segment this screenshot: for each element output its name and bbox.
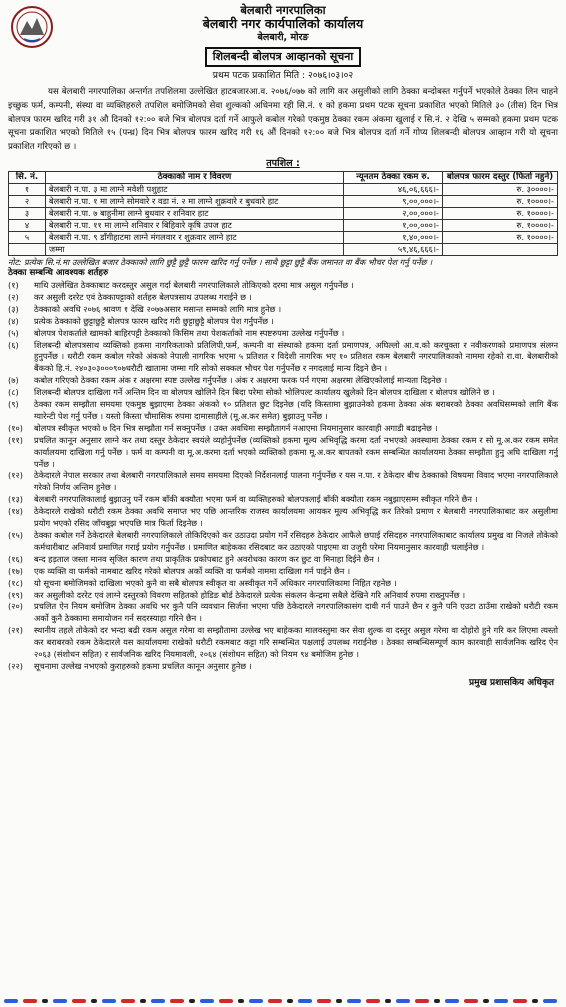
table-row bbox=[9, 183, 558, 195]
ticker-segment bbox=[170, 999, 184, 1003]
ticker-segment bbox=[298, 999, 312, 1003]
row-amount: ४६,०६,६६६।- bbox=[344, 183, 443, 195]
ticker-segment bbox=[23, 999, 37, 1003]
table-row bbox=[9, 219, 558, 231]
condition-text: प्रचलित कानून अनुसार लाग्ने कर तथा दस्तुर ठेकेदार स्वयंले व्यहोर्नुपर्नेछ (व्यक्तिको हकमा मूल्य अभिवृद्धि करमा दर्ता नभएको अवस्थामा ठेक्का रकम र सो मू.अ.कर रकम समेत कार्यालयमा दाखिला गर्नु पर्नेछ । फर्म वा कम्पनी वा मू.अ.करमा दर्ता भएको व्यक्तिको हकमा मू.अ.कर बापतको रकम सम्बन्धित कार्यालयमा ठेक्का सम्झौता हुनु अघि दाखिला गर्नु पर्नेछ । bbox=[34, 434, 558, 469]
condition-item bbox=[8, 435, 558, 471]
condition-item bbox=[8, 590, 558, 602]
row-name: बेलबारी न.पा. ३ मा लाग्ने मवेशी पशुहाट bbox=[46, 183, 344, 195]
conditions-list bbox=[8, 280, 558, 673]
condition-text: बोलपत्र पेशकर्ताले खामको बाहिरपट्टी ठेक्काको किसिम तथा पेशकर्ताको नाम स्पष्टरुपमा उल्लेख गर्नुपर्नेछ । bbox=[34, 327, 345, 338]
condition-item bbox=[8, 661, 558, 673]
row-name: बेलबारी न.पा. ११ मा लाग्ने शनिवार र बिहिवारे कृषि उपज हाट bbox=[46, 219, 344, 231]
office-address: बेलबारी, मोरङ bbox=[257, 32, 309, 43]
note-text: नोट: प्रत्येक सि.नं.मा उल्लेखित बजार ठेक्काको लागि छुट्टै छुट्टै फारम खरिद गर्नु पर्नेछ । साथै छुट्टा छुट्टै बैंक जमानत वा बैंक भौचर पेश गर्नु पर्नेछ । bbox=[8, 256, 433, 267]
table-total-row bbox=[9, 243, 558, 255]
notice-title: शिलबन्दी बोलपत्र आव्हानको सूचना bbox=[205, 47, 361, 67]
condition-item bbox=[8, 280, 558, 292]
total-label: जम्मा bbox=[46, 243, 344, 255]
row-amount: ९,००,०००।- bbox=[344, 195, 443, 207]
ticker-segment bbox=[53, 999, 67, 1003]
condition-number: (१८) bbox=[8, 577, 23, 588]
ticker-segment bbox=[532, 999, 538, 1003]
condition-number: (११) bbox=[8, 434, 23, 445]
ticker-segment bbox=[336, 999, 342, 1003]
condition-number: (१०) bbox=[8, 422, 23, 433]
condition-text: ठेक्काको अवधि २०७६ श्रावण १ देखि २०७७असार मसान्त सम्मको लागि मात्र हुनेछ । bbox=[34, 303, 282, 314]
condition-text: शिलबन्दी बोलपत्रसाथ व्यक्तिको हकमा नागरिकताको प्रतिलिपी,फर्म, कम्पनी वा संस्थाको हकमा दर्ता प्रमाणपत्र, अघिल्लो आ.व.को करचुक्ता र नवीकरणको प्रमाणपत्र संलग्न हुनुपर्नेछ । धरौटी रकम कबोल गरेको अंकको नेपाली नागरिक भएमा ५ प्रतिशत र विदेशी नागरिक भए १० प्रतिशत रकम बेलबारी नगरपालिकाको नाममा रहेको रा.वा. बेलबारीको बैंकको हि.नं. २४०३०३०००९०७धरौटी खातामा जम्मा गरि सोको सक्कल भौचर पेश गर्नुपर्नेछ र नगदलाई मान्य दिइने छैन । bbox=[34, 339, 558, 374]
notice-header bbox=[8, 3, 558, 83]
office-name: बेलबारी नगर कार्यपालिको कार्यालय bbox=[202, 16, 364, 31]
table-heading: तपशिल : bbox=[266, 157, 300, 169]
ticker-segment bbox=[189, 999, 195, 1003]
ticker-segment bbox=[415, 999, 429, 1003]
table-header-row bbox=[9, 171, 558, 183]
condition-item bbox=[8, 375, 558, 387]
condition-number: (९) bbox=[8, 399, 19, 410]
table-row bbox=[9, 195, 558, 207]
condition-text: कबोल गरिएको ठेक्का रकम अंक र अक्षरमा स्पष्ट उल्लेख गर्नुपर्नेछ । अंक र अक्षरमा फरक पर्न गएमा अक्षरमा लेखिएकोलाई मान्यता दिइनेछ । bbox=[34, 375, 448, 386]
condition-number: (१५) bbox=[8, 530, 23, 541]
condition-number: (८) bbox=[8, 387, 19, 398]
row-fee: रु. १००००।- bbox=[443, 219, 558, 231]
col-header-name: ठेक्काको नाम र विवरण bbox=[46, 171, 344, 183]
ticker-segment bbox=[249, 999, 263, 1003]
condition-number: (१२) bbox=[8, 470, 23, 481]
condition-item bbox=[8, 399, 558, 423]
ticker-segment bbox=[513, 999, 527, 1003]
conditions-title: ठेक्का सम्बन्धि आवश्यक शर्तहरु bbox=[8, 268, 109, 279]
condition-number: (२०) bbox=[8, 601, 23, 612]
col-header-fee: बोलपत्र फारम दस्तुर (फिर्ता नहुने) bbox=[443, 171, 558, 183]
condition-text: कर असुलीको दररेट एवं लाग्ने दस्तुरको विवरण सहितको होडिङ बोर्ड ठेकेदारले प्रत्येक संकलन केन्द्रमा सबैले देखिने गरि अनिवार्य रुपमा राख्नुपर्नेछ । bbox=[34, 589, 466, 600]
condition-item bbox=[8, 506, 558, 530]
ticker-segment bbox=[238, 999, 244, 1003]
row-fee: रु. १००००।- bbox=[443, 231, 558, 243]
condition-text: माथि उल्लेखित ठेक्काबाट करदस्तुर असुल गर्दा बेलबारी नगरपालिकाले तोकिएको दरमा मात्र असुल गर्नुपर्नेछ । bbox=[34, 279, 354, 290]
ticker-segment bbox=[121, 999, 135, 1003]
col-header-amount: न्यूनतम ठेक्का रकम रु. bbox=[344, 171, 443, 183]
row-sn: ५ bbox=[9, 231, 46, 243]
ticker-segment bbox=[543, 999, 557, 1003]
row-sn: २ bbox=[9, 195, 46, 207]
table-row bbox=[9, 231, 558, 243]
condition-text: कर असुली दररेट एवं ठेक्कापट्टाको शर्तहरु बेलपत्रसाथ उपलब्ध गराईने छ । bbox=[34, 291, 252, 302]
condition-text: बोलपत्र स्वीकृत भएको ७ दिन भित्र सम्झौता गर्न सक्नुपर्नेछ । उक्त अवधिमा सम्झौतागर्न नआएमा नियमानुसार कारवाही अगाडी बढाइनेछ । bbox=[34, 422, 438, 433]
condition-item bbox=[8, 554, 558, 566]
row-name: बेलबारी न.पा. १ मा लाग्ने सोमवारे र वडा नं. २ मा लाग्ने शुक्रवारे र बुधवारे हाट bbox=[46, 195, 344, 207]
col-header-sn: सि. नं. bbox=[9, 171, 46, 183]
row-amount: २,००,०००।- bbox=[344, 207, 443, 219]
ticker-segment bbox=[483, 999, 489, 1003]
ticker-segment bbox=[102, 999, 116, 1003]
ticker-segment bbox=[200, 999, 214, 1003]
condition-number: (१७) bbox=[8, 565, 23, 576]
condition-number: (२) bbox=[8, 291, 19, 302]
condition-item bbox=[8, 292, 558, 304]
row-sn: ३ bbox=[9, 207, 46, 219]
row-amount: १,४०,०००।- bbox=[344, 231, 443, 243]
condition-number: (१३) bbox=[8, 494, 23, 505]
ticker-segment bbox=[317, 999, 331, 1003]
condition-item bbox=[8, 625, 558, 661]
condition-text: यो सूचना बमोजिमको दाखिला भएको कुनै वा सबै बोलपत्र स्वीकृत वा अस्वीकृत गर्ने अधिकार नगरपालिकामा निहित रहनेछ । bbox=[34, 577, 397, 588]
ticker-segment bbox=[464, 999, 478, 1003]
ticker-segment bbox=[151, 999, 165, 1003]
ticker-segment bbox=[396, 999, 410, 1003]
row-sn: १ bbox=[9, 183, 46, 195]
ticker-segment bbox=[434, 999, 440, 1003]
condition-number: (७) bbox=[8, 375, 19, 386]
condition-item bbox=[8, 601, 558, 625]
condition-item bbox=[8, 387, 558, 399]
ticker-segment bbox=[385, 999, 391, 1003]
condition-item bbox=[8, 316, 558, 328]
table-row bbox=[9, 207, 558, 219]
condition-item bbox=[8, 328, 558, 340]
condition-text: ठेकेदारले राखेको धरौटी रकम ठेक्का अवधि समाप्त भए पछि आन्तरिक राजस्व कार्यालयमा आयकर मूल्य अभिवृद्धि कर तिरेको प्रमाण र बेलबारी नगरपालिकाबाट कर असुलीमा प्रयोग भएको रसिद जाँचबुझ भएपछि मात्र फिर्ता दिइनेछ । bbox=[34, 506, 558, 529]
condition-number: (१) bbox=[8, 279, 19, 290]
condition-number: (५) bbox=[8, 327, 19, 338]
ticker-segment bbox=[91, 999, 97, 1003]
condition-number: (२१) bbox=[8, 625, 23, 636]
ticker-segment bbox=[42, 999, 48, 1003]
nepal-emblem-icon bbox=[10, 5, 54, 49]
condition-item bbox=[8, 470, 558, 494]
condition-text: स्थानीय तहले तोकेको दर भन्दा बढी रकम असुल गरेमा वा सम्झौतामा उल्लेख भए बाहेकका मालवस्तुमा कर सेवा शुल्क वा दस्तुर असुल गरेमा वा दोहोरो हुने गरि कर लिएमा त्यस्तो कर बराबरको रकम ठेकेदारले यस कार्यालयमा राखेको धरौटी रकमबाट कट्टा गरि सम्बन्धित पक्षलाई उपलब्ध गराईनेछ । ठेक्का सम्बन्धिसम्पूर्ण काम कारवाही सार्वजनिक खरिद ऐन २०६३ (संशोधन सहित) र सार्वजनिक खरिद नियमावली, २०६४ (संशोधन सहित) को नियम ९४ बमोजिम हुनेछ । bbox=[34, 625, 558, 660]
condition-text: प्रत्येक ठेक्काको छुट्टाछुट्टै बोलपत्र फारम खरिद गरी छुट्टाछुट्टै बोलपत्र पेश गर्नुपर्नेछ । bbox=[34, 315, 274, 326]
condition-text: ठेकेदारले नेपाल सरकार तथा बेलबारी नगरपालिकाले समय समयमा दिएको निर्देशनलाई पालना गर्नुपर्नेछ र यस न.पा. र ठेकेदार बीच ठेक्काको विषयमा विवाद भएमा नगरपालिकाले गरेको निर्णय अन्तिम हुनेछ । bbox=[34, 470, 558, 493]
ticker-segment bbox=[347, 999, 361, 1003]
condition-text: प्रचलित ऐन नियम बमोजिम ठेक्का अवधि भर कुनै पनि व्यवधान सिर्जना भएमा पछि ठेकेदारले नगरपालिकासंग दावी गर्न पाउने छैन र कुनै पनि एउटा ठाउँमा राखेको धरौटी रकम अर्को कुनै ठेक्कामा समायोजन गर्न सदरस्याहा गरिने छैन । bbox=[34, 601, 558, 624]
ticker-segment bbox=[494, 999, 508, 1003]
condition-number: (३) bbox=[8, 303, 19, 314]
condition-number: (१६) bbox=[8, 553, 23, 564]
bottom-color-ticker bbox=[0, 996, 566, 1007]
condition-number: (६) bbox=[8, 339, 19, 350]
notice-document bbox=[8, 3, 558, 688]
condition-text: ठेक्का कबोल गर्ने ठेकेदारले बेलबारी नगरपालिकाले तोकिदिएको कर उठाउदा प्रयोग गर्ने रसिदहरु ठेकेदार आफैले छपाई रसिदहरु नगरपालिकाबाट कार्यालय प्रमुख वा निजले तोकेको कर्मचारीबाट अनिवार्य प्रमाणित गराई प्रयोग गर्नुपर्नेछ । प्रमाणित बाहेकका रसिदबाट कर उठाएको पाइएमा वा उजुरी परेमा नियमानुसार कारवाही चलाईनेछ । bbox=[34, 530, 558, 552]
contract-table bbox=[8, 171, 558, 256]
ticker-segment bbox=[445, 999, 459, 1003]
row-fee: रु. ३००००।- bbox=[443, 183, 558, 195]
row-amount: १,००,०००।- bbox=[344, 219, 443, 231]
condition-text: बन्द हड़ताल जस्ता मानव सृजित कारण तथा प्राकृतिक प्रकोपबाट हुने अवरोधका कारण कर छुट वा मिनाहा दिईने छैन । bbox=[34, 553, 380, 564]
ticker-segment bbox=[287, 999, 293, 1003]
municipality-name: बेलबारी नगरपालिका bbox=[240, 3, 326, 17]
condition-text: ठेक्का रकम सम्झौता समयमा एकमुष्ठ बुझाएमा ठेक्का अंकको १० प्रतिशत छुट दिइनेछ (यदि किस्तामा बुझाउनेको हकमा ठेक्का अंक बराबरको ठेक्का अवधिसम्मको लागि बैंक ग्यारेन्टी पेश गर्नु पर्नेछ । यस्तो किस्ता चौमासिक रुपमा दामासाहीले (मू.अ.कर समेत) बुझाउनु पर्नेछ । bbox=[34, 399, 558, 421]
ticker-segment bbox=[219, 999, 233, 1003]
total-amount: ५९,४६,६६६।- bbox=[344, 243, 443, 255]
condition-number: (२२) bbox=[8, 660, 23, 671]
condition-text: बेलबारी नगरपालिकालाई बुझाउनु पर्ने रकम बाँकी बक्यौता भएमा फर्म वा व्यक्तिहरुको बोलपत्रलाई बाँकी बक्यौता रकम नबुझाएसम्म स्वीकृत गरिने छैन । bbox=[34, 494, 478, 505]
condition-item bbox=[8, 304, 558, 316]
ticker-segment bbox=[366, 999, 380, 1003]
condition-item bbox=[8, 423, 558, 435]
condition-item bbox=[8, 340, 558, 376]
condition-item bbox=[8, 530, 558, 554]
ticker-segment bbox=[140, 999, 146, 1003]
condition-number: (१९) bbox=[8, 589, 23, 600]
condition-text: एक व्यक्ति वा फर्मको नामबाट खरिद गरेको बोलपत्र अर्को व्यक्ति वा फर्मको नाममा दाखिला गर्न पाईने छैन । bbox=[34, 565, 351, 576]
publication-date: प्रथम पटक प्रकाशित मिति : २०७६।०३।०२ bbox=[212, 70, 354, 81]
intro-paragraph: यस बेलबारी नगरपालिका अन्तर्गत तपशिलमा उल्लेखित हाटबजारआ.व. २०७६/०७७ को लागि कर असुलीको लागि ठेक्का बन्दोबस्त गर्नुपर्ने भएकोले ठेक्का लिन चाहने इच्छुक फर्म, कम्पनी, संस्था वा व्यक्तिहरुले तपशिल बमोजिमको सेवा शुल्कको अधिनमा रही सि.नं. १ को हकमा प्रथम पटक सूचना प्रकाशित भएको मितिले ३० (तीस) दिन भित्र बोलपत्र फारम खरिद गरी ३१ औ दिनको १२:०० बजे भित्र बोलपत्र दर्ता गर्ने आफुले कबोल गरेको एकमुष्ठ ठेक्का रकम अंकमा खुलाई र सि.नं. २ देखि ५ सम्मको हकमा प्रथम पटक सूचना प्रकाशित भएको मितिले १५ (पन्ध्र) दिन भित्र बोलपत्र फारम खरिद गरी १६ औं दिनको १२:०० बजे भित्र बोलपत्र दर्ता गर्ने गोप्य शिलबन्दी बोलपत्र आव्हान गरी यो सूचना प्रकाशित गरिएको छ । bbox=[8, 87, 558, 153]
ticker-segment bbox=[4, 999, 18, 1003]
signature-title: प्रमुख प्रशासकिय अधिकृत bbox=[468, 677, 554, 688]
row-sn: ४ bbox=[9, 219, 46, 231]
condition-number: (१४) bbox=[8, 506, 23, 517]
ticker-segment bbox=[268, 999, 282, 1003]
condition-number: (४) bbox=[8, 315, 19, 326]
condition-item bbox=[8, 566, 558, 578]
condition-text: शिलबन्दी बोलपत्र दाखिला गर्ने अन्तिम दिन वा बोलपत्र खोलिने दिन बिदा परेमा सोको भोलिपल्ट कार्यालय खुलेको दिन बोलपत्र दाखिला र बोलपत्र खोलिने छ । bbox=[34, 387, 495, 398]
condition-text: सूचनामा उल्लेख नभएको कुराहरुको हकमा प्रचलित कानून अनुसार हुनेछ । bbox=[34, 660, 252, 671]
condition-item bbox=[8, 578, 558, 590]
row-fee: रु. १००००।- bbox=[443, 195, 558, 207]
ticker-segment bbox=[72, 999, 86, 1003]
row-name: बेलबारी न.पा. ७ बाहुनीमा लाग्ने बुधवार र शनिवार हाट bbox=[46, 207, 344, 219]
row-fee: रु. १००००।- bbox=[443, 207, 558, 219]
row-name: बेलबारी न.पा. ९ डाँगीहाटमा लाग्ने मंगलवार र शुक्रवार लाग्ने हाट bbox=[46, 231, 344, 243]
condition-item bbox=[8, 494, 558, 506]
